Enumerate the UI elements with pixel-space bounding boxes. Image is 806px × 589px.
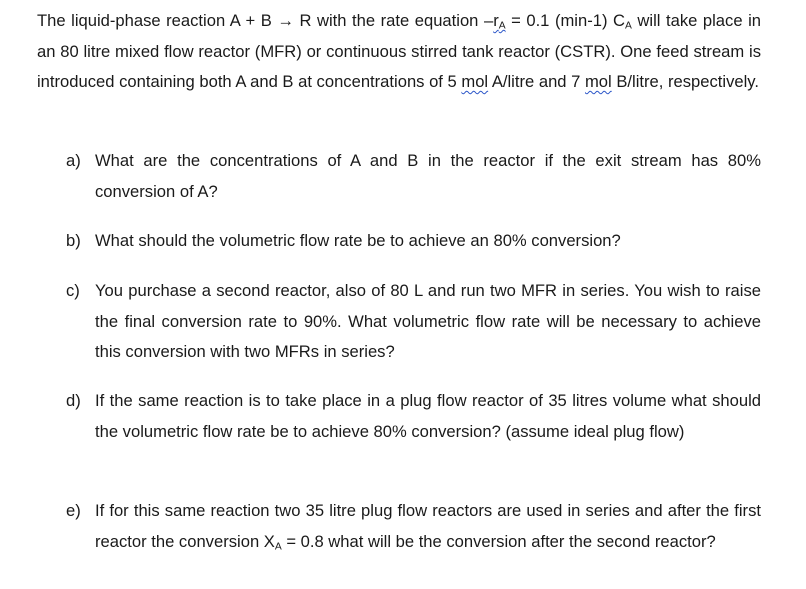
question-text-before: If for this same reaction two 35 litre plug flow reactors are used in series and after the first reactor the conversion X	[95, 501, 761, 551]
question-c	[66, 276, 761, 368]
conversion-subscript: A	[274, 541, 282, 553]
question-label: b)	[66, 231, 81, 250]
question-e	[66, 496, 761, 557]
problem-statement	[37, 6, 761, 98]
intro-text-5: B/litre, respectively.	[611, 72, 759, 91]
question-text: If the same reaction is to take place in a plug flow reactor of 35 litres volume what should the volumetric flow rate be to achieve 80% conversion? (assume ideal plug flow)	[95, 391, 761, 441]
question-text-after: = 0.8 what will be the conversion after the second reactor?	[281, 531, 716, 551]
intro-text-3: will take place in an 80 litre mixed flow reactor (MFR) or continuous stirred tank reactor (CSTR). One feed stream is introduced containing both A and B at concentrations of 5	[37, 11, 762, 91]
question-a	[66, 146, 761, 207]
rate-subscript: A	[498, 20, 506, 32]
question-label: a)	[66, 151, 81, 170]
intro-text-4: A/litre and 7	[488, 72, 585, 91]
question-text: You purchase a second reactor, also of 80 L and run two MFR in series. You wish to raise the final conversion rate to 90%. What volumetric flow rate will be necessary to achieve this conversion with two MFRs in series?	[95, 281, 761, 361]
intro-text-1: The liquid-phase reaction A + B → R with the rate equation –	[37, 11, 494, 30]
question-label: d)	[66, 391, 81, 410]
question-b	[66, 226, 761, 257]
rate-r: r	[493, 11, 499, 30]
question-text: What should the volumetric flow rate be to achieve an 80% conversion?	[95, 231, 621, 250]
intro-text-2: = 0.1 (min-1) C	[505, 11, 626, 30]
question-d	[66, 386, 761, 447]
mol-unit-b: mol	[584, 72, 612, 91]
question-text: What are the concentrations of A and B in the reactor if the exit stream has 80% conversion of A?	[95, 151, 761, 201]
question-label: c)	[66, 281, 80, 300]
concentration-subscript: A	[625, 20, 632, 32]
rate-symbol	[493, 11, 505, 30]
question-label: e)	[66, 501, 81, 520]
mol-unit-a: mol	[461, 72, 489, 91]
question-text	[95, 496, 761, 557]
